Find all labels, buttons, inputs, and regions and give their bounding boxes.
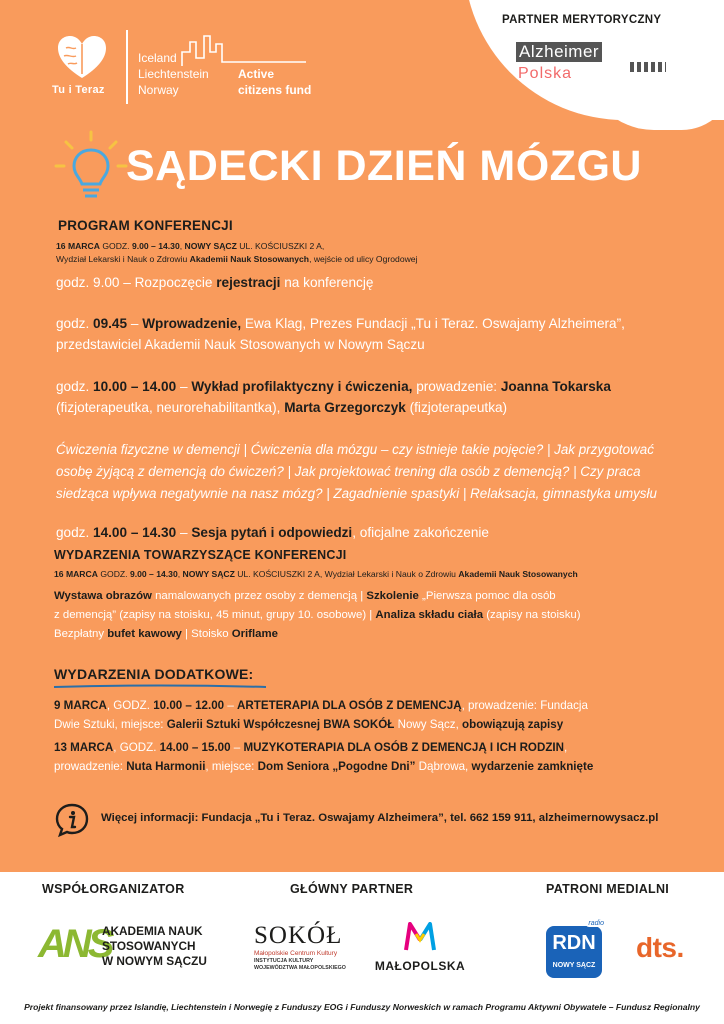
program-item-lecture-line1 [56,376,611,397]
extra-event2-line1 [54,739,567,758]
fund-countries [138,50,209,98]
event-text: , prowadzenie: Fundacja [461,699,588,712]
fund-name-line1: Active [238,67,275,81]
ans-name [102,924,207,969]
info-icon [54,802,90,838]
sokol-subtitle: Małopolskie Centrum Kultury [254,950,338,957]
coorganizer-label: WSPÓŁORGANIZATOR [42,882,185,896]
event-time: 14.00 – 15.00 [159,741,231,754]
event-text: Dwie Sztuki, miejsce: [54,718,167,731]
dts-logo: dts. [636,932,684,963]
country-iceland: Iceland [138,51,177,65]
meta-text: , [177,569,183,579]
item-time: 10.00 – 14.00 [93,379,177,394]
heading-underline [54,684,266,689]
event-bold: Dom Seniora „Pogodne Dni” [257,760,416,773]
topics-line1: Ćwiczenia fizyczne w demencji | Ćwiczenia dla mózgu – czy istnieje takie pojęcie? | Jak przygotować [56,442,654,457]
item-text: godz. 9.00 – Rozpoczęcie [56,275,217,290]
event-text: Nowy Sącz, [394,718,463,731]
more-info-text: Więcej informacji: Fundacja „Tu i Teraz. Oswajamy Alzheimera”, tel. 662 159 911, alzheimernowysacz.pl [101,812,659,824]
meta-text: , [179,241,185,251]
event-text: , GODZ. [113,741,160,754]
event-text: Bezpłatny [54,628,108,640]
sokol-logo [254,922,358,972]
event-bold: Galerii Sztuki Współczesnej BWA SOKÓŁ [166,718,395,731]
event-bold: Analiza składu ciała [375,609,484,621]
event-bold: bufet kawowy [107,628,182,640]
item-bold: rejestracji [216,275,281,290]
item-bold: Sesja pytań i odpowiedzi [191,525,353,540]
extra-events-heading: WYDARZENIA DODATKOWE: [54,666,254,682]
rdn-city: NOWY SĄCZ [552,962,596,969]
main-partner-label: GŁÓWNY PARTNER [290,882,414,896]
tu-i-teraz-logo-text: Tu i Teraz [52,84,105,96]
item-text: na konferencję [280,275,374,290]
meta-text: Wydział Lekarski i Nauk o Zdrowiu [56,254,190,264]
event-text: z demencją” (zapisy na stoisku, 45 minut, grupy 10. osobowe) | [54,609,376,621]
event-text: , miejsce: [205,760,258,773]
event-text: , GODZ. [106,699,154,712]
country-liechtenstein: Liechtenstein [138,67,209,81]
light-bulb-icon [52,130,130,208]
item-time: 09.45 [93,316,128,331]
side-events-line1 [54,587,556,606]
program-item-lecture-line2 [56,397,507,418]
program-item-registration [56,272,373,293]
item-bold: Marta Grzegorczyk [284,400,406,415]
meta-city: NOWY SĄCZ [182,569,235,579]
event-date: 9 MARCA [54,699,107,712]
topics-line2: osobę żyjącą z demencją do ćwiczeń? | Jak projektować trening dla osób z demencją? | Czy praca [56,464,641,479]
alzheimer-polska-logo [512,44,672,90]
sokol-name: SOKÓŁ [254,922,343,949]
event-text: – [230,741,244,754]
pixel-pattern-icon [630,62,666,72]
event-text: namalowanych przez osoby z demencją | [151,590,367,602]
meta-date: 16 MARCA [54,569,98,579]
ans-line: AKADEMIA NAUK [102,924,203,938]
item-bold: Wykład profilaktyczny i ćwiczenia, [191,379,413,394]
ans-mark: ANS [38,922,111,966]
event-text: Dąbrowa, [415,760,472,773]
alzheimer-logo-line2: Polska [518,65,573,82]
event-name: ARTETERAPIA DLA OSÓB Z DEMENCJĄ [237,699,462,712]
logo-divider [126,30,128,104]
event-bold: obowiązują zapisy [462,718,564,731]
side-events-meta [54,568,578,580]
footer-funding-note: Projekt finansowany przez Islandię, Liechtenstein i Norwegię z Funduszy EOG i Funduszy Norweskich w ramach Programu Aktywni Obywatele – Fundusz Regionalny [24,1002,700,1012]
item-text: – [127,316,143,331]
fund-name-line2: citizens fund [238,83,312,97]
item-text: godz. [56,379,94,394]
item-text: (fizjoterapeutka, neurorehabilitantka), [56,400,285,415]
side-events-line3 [54,625,278,644]
alzheimer-logo-line1: Alzheimer [516,42,602,62]
program-item-intro-line2: przedstawiciel Akademii Nauk Stosowanych w Nowym Sączu [56,337,425,352]
event-bold: Nuta Harmonii [126,760,206,773]
ans-line: STOSOWANYCH [102,939,196,953]
meta-time: 9.00 – 14.30 [129,569,178,579]
event-bold: Wystawa obrazów [54,590,152,602]
event-bold: Oriflame [231,628,278,640]
rdn-radio-label: radio [588,920,604,927]
program-meta-line2 [56,253,418,265]
event-text: „Pierwsza pomoc dla osób [418,590,556,602]
side-events-heading: WYDARZENIA TOWARZYSZĄCE KONFERENCJI [54,548,347,562]
item-text: prowadzenie: [412,379,501,394]
item-bold: Wprowadzenie, [142,316,242,331]
meta-date: 16 MARCA [56,241,100,251]
event-text: | Stoisko [181,628,232,640]
event-bold: wydarzenie zamknięte [471,760,594,773]
event-name: MUZYKOTERAPIA DLA OSÓB Z DEMENCJĄ I ICH RODZIN [243,741,565,754]
item-text: godz. [56,316,94,331]
rdn-name: RDN [552,932,596,954]
sokol-institution-line: WOJEWÓDZTWA MAŁOPOLSKIEGO [254,965,346,971]
item-bold: Joanna Tokarska [500,379,611,394]
media-patrons-label: PATRONI MEDIALNI [546,882,670,896]
meta-text: UL. KOŚCIUSZKI 2 A, Wydział Lekarski i Nauk o Zdrowiu [234,569,459,579]
meta-time: 9.00 – 14.30 [131,241,180,251]
partner-label: PARTNER MERYTORYCZNY [502,14,662,26]
malopolska-name: MAŁOPOLSKA [374,959,466,973]
event-text: prowadzenie: [54,760,127,773]
meta-text: , wejście od ulicy Ogrodowej [309,254,418,264]
program-heading: PROGRAM KONFERENCJI [58,218,233,233]
ans-line: W NOWYM SĄCZU [102,954,207,968]
event-text: (zapisy na stoisku) [483,609,581,621]
meta-text: GODZ. [97,569,130,579]
item-text: godz. [56,525,94,540]
item-text: (fizjoterapeutka) [405,400,508,415]
meta-university: Akademii Nauk Stosowanych [189,254,310,264]
event-bold: Szkolenie [366,590,419,602]
item-text: , oficjalne zakończenie [352,525,489,540]
brain-heart-icon [56,34,108,80]
meta-text: GODZ. [99,241,132,251]
ans-logo [38,920,228,980]
meta-university: Akademii Nauk Stosowanych [458,569,578,579]
event-date: 13 MARCA [54,741,114,754]
malopolska-m-icon [402,922,438,952]
malopolska-logo [368,922,472,973]
main-title: SĄDECKI DZIEŃ MÓZGU [126,142,642,190]
event-time: 10.00 – 12.00 [153,699,225,712]
active-citizens-fund [238,66,311,98]
topics-line3: siedząca wpływa negatywnie na nasz mózg? | Zagadnienie spastyki | Relaksacja, gimnastyka umysłu [56,486,657,501]
item-text: Ewa Klag, Prezes Fundacji „Tu i Teraz. Oswajamy Alzheimera”, [241,316,625,331]
extra-event1-line1 [54,697,588,716]
sokol-institution-line: INSTYTUCJA KULTURY [254,958,314,964]
side-events-line2 [54,606,581,625]
extra-event1-line2 [54,716,563,735]
item-text: – [176,525,192,540]
event-text: , [564,741,568,754]
program-meta-line1 [56,240,324,252]
radio-rdn-logo [546,920,604,978]
program-item-intro-line1 [56,313,625,334]
meta-text: UL. KOŚCIUSZKI 2 A, [236,241,325,251]
item-time: 14.00 – 14.30 [93,525,177,540]
country-norway: Norway [138,83,179,97]
program-item-qa [56,522,489,543]
extra-event2-line2 [54,758,593,777]
event-text: – [224,699,238,712]
item-text: – [176,379,192,394]
meta-city: NOWY SĄCZ [184,241,237,251]
